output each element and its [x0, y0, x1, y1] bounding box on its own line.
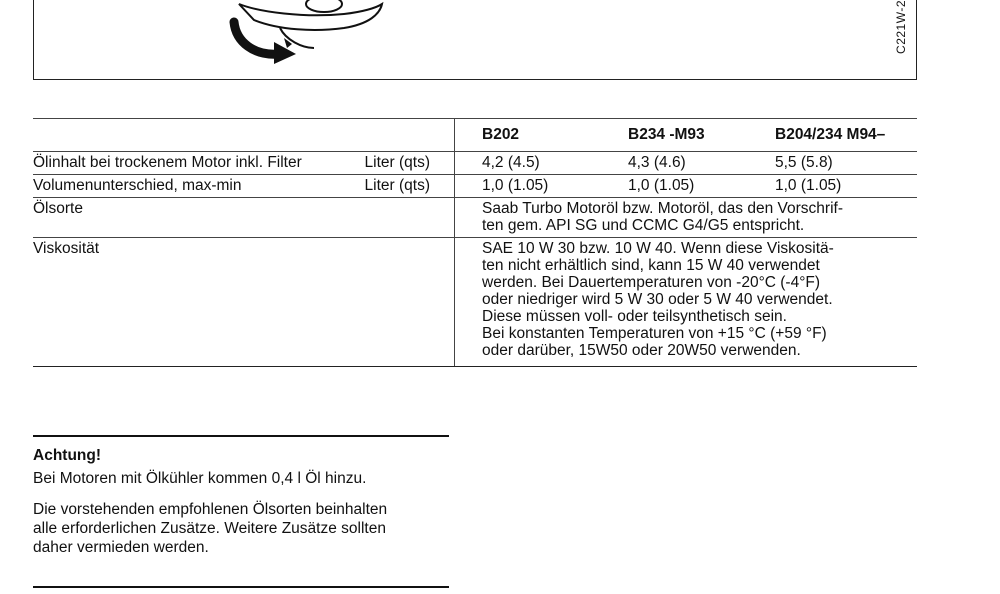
figure-code: C221W-2 [894, 0, 908, 54]
value-cell: 1,0 (1.05) [482, 177, 549, 194]
table-row-oil-type [33, 198, 917, 238]
col-header-b202: B202 [482, 126, 520, 143]
note-title: Achtung! [33, 447, 102, 464]
row-label: Ölinhalt bei trockenem Motor inkl. Filter [33, 154, 302, 171]
note-paragraph: Die vorstehenden empfohlenen Ölsorten beinhalten alle erforderlichen Zusätze. Weitere Zusätze sollten daher vermieden werden. [33, 501, 388, 556]
note-paragraph: Bei Motoren mit Ölkühler kommen 0,4 l Öl hinzu. [33, 470, 367, 487]
value-cell: 5,5 (5.8) [775, 154, 833, 171]
value-cell: 4,2 (4.5) [482, 154, 540, 171]
header-empty-cell [33, 119, 455, 152]
value-cell: 4,3 (4.6) [628, 154, 686, 171]
row-unit: Liter (qts) [364, 154, 430, 171]
oil-filter-illustration [184, 0, 404, 78]
col-header-b234: B234 -M93 [628, 126, 705, 143]
row-label: Ölsorte [33, 198, 455, 238]
header-cells [455, 119, 918, 152]
row-unit: Liter (qts) [364, 177, 430, 194]
table-header-row [33, 119, 917, 152]
illustration-frame [33, 0, 917, 80]
value-cell: 1,0 (1.05) [775, 177, 842, 194]
viscosity-text: SAE 10 W 30 bzw. 10 W 40. Wenn diese Viskositä- ten nicht erhältlich sind, kann 15 W 40 verwendet werden. Bei Dauertemperaturen von -20°C (-4°F) oder niedriger wird 5 W 30 oder 5 W 40 verwendet. Diese müssen voll- oder teilsynthetisch sein. Bei konstanten Temperaturen von +15 °C (+59 °F) oder darüber, 15W50 oder 20W50 verwenden. [455, 238, 918, 367]
note-bottom-rule [33, 586, 449, 588]
value-cell: 1,0 (1.05) [628, 177, 695, 194]
table-row [33, 175, 917, 198]
table-row-viscosity [33, 238, 917, 367]
row-label: Volumenunterschied, max-min [33, 177, 242, 194]
warning-note [33, 435, 449, 557]
oil-specs-table [33, 118, 917, 367]
oil-type-text: Saab Turbo Motoröl bzw. Motoröl, das den Vorschrif- ten gem. API SG und CCMC G4/G5 entspricht. [455, 198, 918, 238]
table-row [33, 152, 917, 175]
col-header-b204-234: B204/234 M94– [775, 126, 886, 143]
row-label: Viskosität [33, 238, 455, 367]
